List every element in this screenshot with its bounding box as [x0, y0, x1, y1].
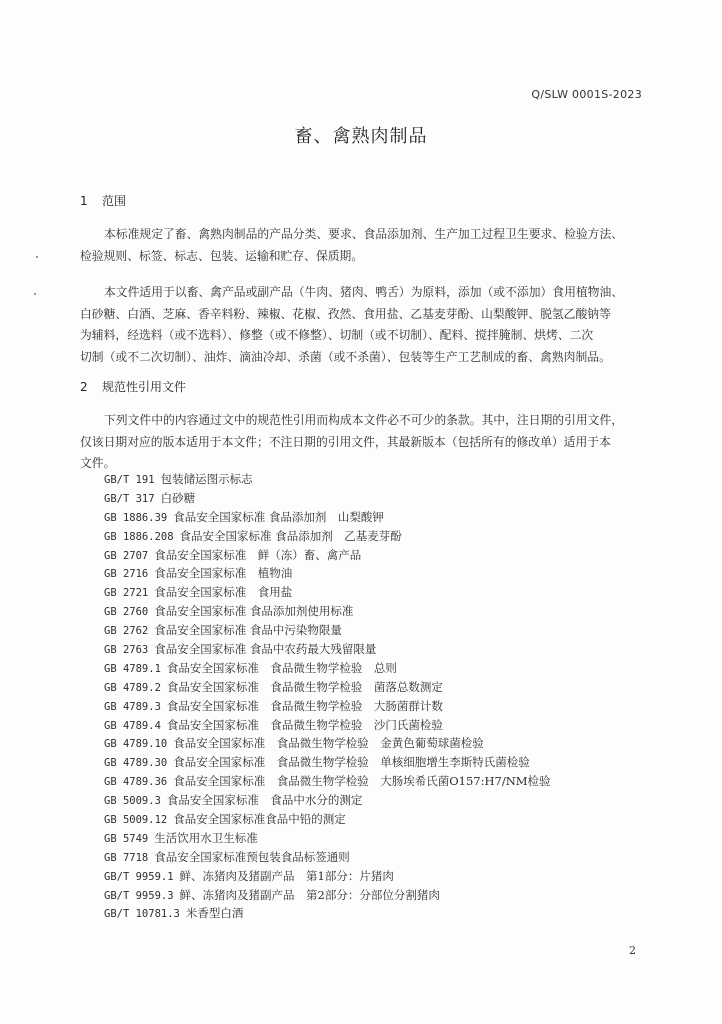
reference-item: [104, 564, 644, 583]
reference-item: [104, 602, 644, 621]
reference-item: [104, 546, 644, 565]
reference-item: [104, 489, 644, 508]
paragraph-line: 本文件适用于以畜、禽产品或副产品（牛肉、猪肉、鸭舌）为原料，添加（或不添加）食用植物油、: [104, 285, 624, 299]
references-intro-paragraph: [80, 410, 645, 475]
section-title: 规范性引用文件: [102, 380, 187, 394]
scan-speck: [36, 256, 38, 258]
reference-item: [104, 848, 644, 867]
reference-code: GB 5749: [104, 832, 149, 845]
reference-code: GB/T 9959.1: [104, 870, 174, 883]
reference-code: GB 4789.1: [104, 662, 161, 675]
reference-item: [104, 583, 644, 602]
reference-code: GB 4789.3: [104, 700, 161, 713]
reference-title: 食品安全国家标准 食品微生物学检验 单核细胞增生李斯特氏菌检验: [173, 755, 530, 770]
reference-code: GB 5009.3: [104, 795, 161, 808]
reference-code: GB 1886.39: [104, 511, 168, 524]
paragraph-line: 检验规则、标签、标志、包装、运输和贮存、保质期。: [80, 248, 364, 263]
scope-paragraph-2: [80, 282, 645, 368]
reference-item: [104, 904, 644, 923]
reference-item: [104, 886, 644, 905]
reference-code: GB 4789.2: [104, 681, 161, 694]
page-number: 2: [629, 944, 636, 957]
reference-item: [104, 791, 644, 810]
reference-title: 食品安全国家标准 食品微生物学检验 大肠埃希氏菌O157:H7/NM检验: [173, 774, 551, 789]
reference-code: GB/T 317: [104, 492, 155, 505]
reference-code: GB 2707: [104, 549, 149, 562]
reference-code: GB/T 10781.3: [104, 908, 180, 921]
reference-item: [104, 470, 644, 489]
section-number: 2: [80, 380, 88, 394]
reference-title: 食品安全国家标准 食品添加剂 乙基麦芽酚: [179, 528, 402, 543]
reference-code: GB/T 191: [104, 474, 155, 486]
reference-title: 食品安全国家标准预包装食品标签通则: [154, 849, 350, 864]
section-title: 范围: [102, 194, 127, 208]
reference-title: 食品安全国家标准 食品添加剂使用标准: [154, 604, 354, 619]
document-code: Q/SLW 0001S-2023: [531, 88, 642, 101]
scope-paragraph-1: [80, 224, 645, 267]
paragraph-line: 切制（或不二次切制）、油炸、滴油冷却、杀菌（或不杀菌）、包装等生产工艺制成的畜、禽熟肉制品。: [80, 349, 611, 364]
section-number: 1: [80, 194, 88, 208]
reference-title: 食品安全国家标准 食品微生物学检验 菌落总数测定: [166, 679, 443, 694]
reference-item: [104, 640, 644, 659]
reference-title: 白砂糖: [160, 490, 196, 505]
paragraph-line: 仅该日期对应的版本适用于本文件；不注日期的引用文件，其最新版本（包括所有的修改单）适用于本: [80, 434, 611, 449]
reference-code: GB 4789.10: [104, 738, 168, 751]
reference-item: [104, 867, 644, 886]
reference-code: GB 2762: [104, 625, 149, 638]
reference-code: GB 2721: [104, 587, 149, 600]
reference-code: GB 2760: [104, 606, 149, 619]
reference-title: 食品安全国家标准 食品中农药最大残留限量: [154, 642, 377, 657]
paragraph-line: 为辅料，经选料（或不选料）、修整（或不修整）、切制（或不切制）、配料、搅拌腌制、烘烤、二次: [80, 328, 594, 342]
reference-list: [104, 470, 644, 923]
reference-item: [104, 659, 644, 678]
reference-item: [104, 734, 644, 753]
document-title: 畜、禽熟肉制品: [294, 126, 428, 147]
reference-title: 食品安全国家标准 食用盐: [154, 585, 293, 600]
reference-title: 包装储运图示标志: [160, 472, 253, 486]
reference-title: 食品安全国家标准 鲜（冻）畜、禽产品: [154, 547, 362, 562]
paragraph-line: 本标准规定了畜、禽熟肉制品的产品分类、要求、食品添加剂、生产加工过程卫生要求、检验方法、: [104, 227, 624, 241]
reference-title: 食品安全国家标准 食品中污染物限量: [154, 623, 342, 638]
reference-code: GB 1886.208: [104, 530, 174, 543]
reference-title: 食品安全国家标准 食品微生物学检验 金黄色葡萄球菌检验: [173, 736, 484, 751]
section-1-heading: [80, 192, 126, 209]
reference-item: [104, 621, 644, 640]
reference-title: 食品安全国家标准 食品中水分的测定: [166, 793, 363, 808]
paragraph-line: 文件。: [80, 456, 116, 470]
reference-code: GB 2763: [104, 644, 149, 657]
scan-speck: [34, 293, 36, 295]
reference-title: 食品安全国家标准 食品添加剂 山梨酸钾: [173, 509, 384, 524]
reference-title: 食品安全国家标准食品中铅的测定: [173, 812, 346, 827]
paragraph-line: 下列文件中的内容通过文中的规范性引用而构成本文件必不可少的条款。其中，注日期的引用文件，: [104, 413, 624, 427]
section-2-heading: [80, 378, 186, 395]
reference-item: [104, 678, 644, 697]
reference-title: 鲜、冻猪肉及猪副产品 第2部分：分部位分割猪肉: [179, 887, 440, 902]
reference-title: 生活饮用水卫生标准: [154, 830, 258, 845]
reference-item: [104, 753, 644, 772]
reference-item: [104, 527, 644, 546]
reference-title: 食品安全国家标准 食品微生物学检验 总则: [166, 660, 397, 675]
reference-code: GB/T 9959.3: [104, 889, 174, 902]
reference-item: [104, 810, 644, 829]
reference-code: GB 4789.36: [104, 776, 168, 789]
reference-item: [104, 829, 644, 848]
reference-title: 食品安全国家标准 植物油: [154, 566, 293, 581]
reference-code: GB 5009.12: [104, 814, 168, 827]
reference-code: GB 7718: [104, 851, 149, 864]
reference-code: GB 4789.4: [104, 719, 161, 732]
reference-title: 食品安全国家标准 食品微生物学检验 沙门氏菌检验: [166, 717, 443, 732]
reference-item: [104, 697, 644, 716]
reference-title: 米香型白酒: [185, 906, 244, 921]
reference-code: GB 4789.30: [104, 757, 168, 770]
reference-code: GB 2716: [104, 568, 149, 581]
reference-item: [104, 508, 644, 527]
reference-item: [104, 772, 644, 791]
reference-title: 食品安全国家标准 食品微生物学检验 大肠菌群计数: [166, 698, 443, 713]
paragraph-line: 白砂糖、白酒、芝麻、香辛料粉、辣椒、花椒、孜然、食用盐、乙基麦芽酚、山梨酸钾、脱氢乙酸钠等: [80, 306, 611, 321]
reference-title: 鲜、冻猪肉及猪副产品 第1部分：片猪肉: [179, 868, 394, 883]
reference-item: [104, 716, 644, 735]
